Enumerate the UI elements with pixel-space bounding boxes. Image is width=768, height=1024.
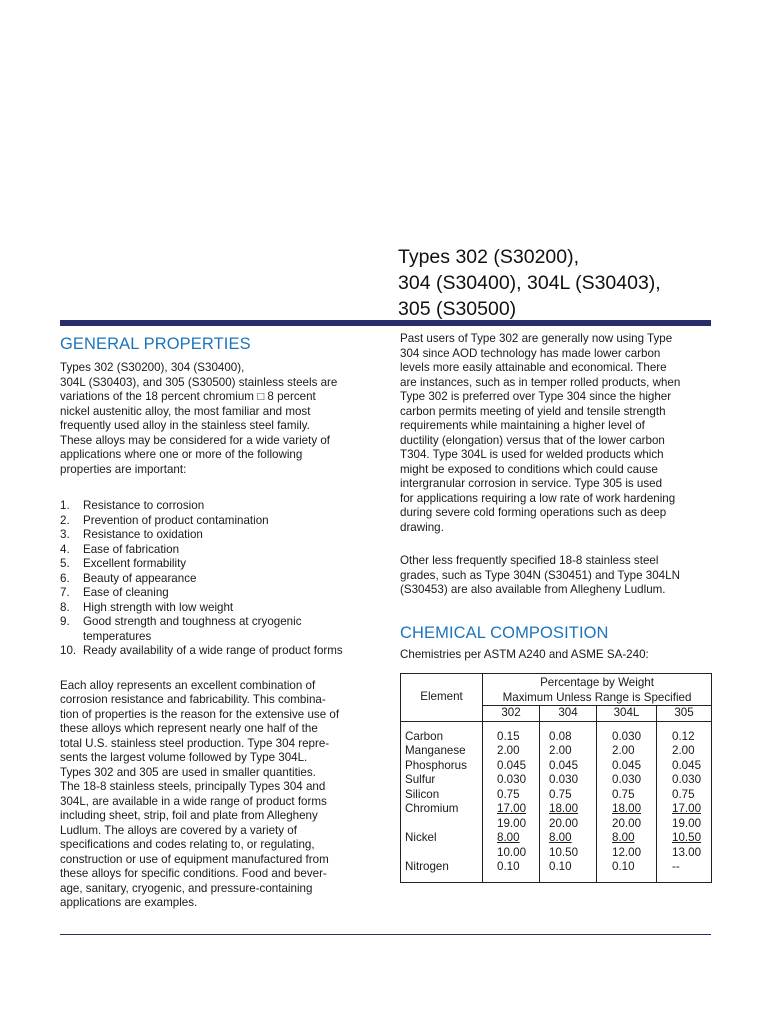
chemical-composition-heading: CHEMICAL COMPOSITION [400,623,609,642]
table-cell [657,846,712,861]
paragraph-line: Each alloy represents an excellent combination of [60,678,316,692]
table-cell [597,860,657,882]
paragraph-line: requirements while maintaining a higher level of [400,419,645,432]
table-row [401,759,712,774]
paragraph-line: intergranular corrosion in service. Type 305 is used [400,477,663,490]
list-item [60,514,372,529]
grade-header-302: 302 [483,706,540,722]
paragraph-line: 304L (S30403), and 305 (S30500) stainless steels are [60,375,338,389]
paragraph-line: applications where one or more of the following [60,448,303,461]
table-cell [483,831,540,846]
general-properties-heading: GENERAL PROPERTIES [60,335,251,353]
paragraph-line: sents the largest volume followed by Type 304L. [60,751,308,764]
table-cell [483,788,540,803]
table-cell [483,860,540,882]
table-value-cell: 0.030 [497,773,527,786]
paragraph-line: Other less frequently specified 18-8 stainless steel [400,554,659,567]
table-cell [657,730,712,745]
paragraph-line: variations of the 18 percent chromium □ 8 percent [60,390,316,403]
list-item-text: Resistance to oxidation [83,528,203,541]
paragraph-line: tion of properties is the reason for the extensive use of [60,707,340,721]
table-value-cell: 19.00 [672,816,702,830]
table-cell [540,817,597,832]
table-value-cell: 2.00 [549,744,572,757]
table-value-cell: 8.00 [612,831,635,844]
paragraph-line: age, sanitary, cryogenic, and pressure-containing [60,881,313,895]
table-value-cell: 17.00 [497,802,527,815]
element-column-header: Element [401,674,483,722]
table-cell [540,773,597,788]
table-value-cell: 0.045 [612,758,642,772]
list-item-number: 10. [60,644,77,657]
chemical-composition-table [400,673,712,883]
table-cell [540,860,597,882]
element-name-cell: Nitrogen [401,860,483,882]
table-cell [483,759,540,774]
table-value-cell: 8.00 [549,831,572,844]
paragraph-line: Ludlum. The alloys are covered by a variety of [60,823,297,837]
paragraph-line: nickel austenitic alloy, the most familiar and most [60,404,311,418]
paragraph-line: ductility (elongation) versus that of the lower carbon [400,433,665,447]
table-cell [483,744,540,759]
list-item-number: 1. [60,499,70,512]
element-name-cell: Carbon [401,730,483,745]
table-cell [597,846,657,861]
table-value-cell: 0.08 [549,729,572,743]
element-name-cell: Sulfur [401,773,483,788]
list-item-number: 3. [60,528,70,541]
paragraph-line: Past users of Type 302 are generally now using Type [400,332,673,345]
list-item [60,601,372,616]
paragraph-line: for applications requiring a low rate of work hardening [400,491,676,505]
table-cell [540,759,597,774]
table-value-cell: 19.00 [497,816,527,830]
paragraph-line: levels more easily attainable and economical. There [400,361,667,374]
element-name-cell [401,846,483,861]
table-cell [597,773,657,788]
table-cell [540,744,597,759]
other-grades-paragraph [400,554,712,598]
table-cell [483,730,540,745]
grade-header-304l: 304L [597,706,657,722]
paragraph-line: these alloys which represent nearly one half of the [60,722,318,735]
list-item-text: Ease of fabrication [83,542,180,556]
table-value-cell: 0.045 [549,758,579,772]
table-value-cell: 18.00 [549,802,579,815]
list-item-text: Resistance to corrosion [83,499,205,512]
list-item [60,615,372,644]
table-cell [597,730,657,745]
title-line-1: Types 302 (S30200), [398,246,580,268]
table-row [401,846,712,861]
table-value-cell: 0.030 [612,773,642,786]
table-row [401,802,712,817]
document-title [398,244,661,322]
table-cell [657,759,712,774]
table-cell [657,817,712,832]
paragraph-line: Types 302 and 305 are used in smaller quantities. [60,765,316,779]
paragraph-line: frequently used alloy in the stainless steel family. [60,419,310,432]
table-header-row [401,674,712,706]
percentage-header-line-2: Maximum Unless Range is Specified [502,690,692,704]
paragraph-line: T304. Type 304L is used for welded products which [400,448,664,461]
list-item-text: Good strength and toughness at cryogenic temperatures [83,615,302,643]
table-row [401,788,712,803]
paragraph-line: construction or use of equipment manufactured from [60,852,329,866]
table-value-cell: -- [672,860,680,873]
list-item [60,499,372,514]
table-value-cell: 0.15 [497,729,520,743]
table-cell [483,846,540,861]
table-value-cell: 0.75 [612,787,635,801]
table-cell [657,802,712,817]
table-value-cell: 0.030 [672,773,702,786]
table-value-cell: 0.10 [549,860,572,873]
paragraph-line: The 18-8 stainless steels, principally Types 304 and [60,780,326,793]
table-value-cell: 0.12 [672,729,695,743]
grade-header-304: 304 [540,706,597,722]
table-value-cell: 12.00 [612,845,642,859]
element-name-cell: Manganese [401,744,483,759]
table-cell [540,788,597,803]
title-line-3: 305 (S30500) [398,298,517,320]
table-cell [597,817,657,832]
element-name-cell: Nickel [401,831,483,846]
table-value-cell: 0.045 [497,758,527,772]
list-item-number: 5. [60,557,70,570]
list-item [60,586,372,601]
grade-header-305: 305 [657,706,712,722]
list-item [60,557,372,572]
table-value-cell: 0.030 [549,773,579,786]
paragraph-line: during severe cold forming operations such as deep [400,506,667,519]
list-item [60,543,372,558]
paragraph-line: properties are important: [60,462,187,476]
table-cell [597,759,657,774]
percentage-header-line-1: Percentage by Weight [540,676,654,689]
table-value-cell: 0.75 [497,787,520,801]
list-item-number: 8. [60,600,70,614]
list-item-number: 7. [60,586,70,599]
paragraph-line: These alloys may be considered for a wide variety of [60,433,331,447]
table-spacer-row [401,721,712,730]
table-value-cell: 2.00 [497,744,520,757]
list-item-text: Prevention of product contamination [83,513,269,527]
paragraph-line: grades, such as Type 304N (S30451) and Type 304LN [400,568,680,582]
table-cell [597,744,657,759]
alloy-overview-paragraph [60,679,372,911]
footer-divider [60,934,711,935]
table-cell [540,831,597,846]
paragraph-line: 304 since AOD technology has made lower carbon [400,346,661,360]
list-item [60,572,372,587]
left-column [60,334,372,911]
table-value-cell: 18.00 [612,802,642,815]
table-value-cell: 20.00 [549,816,579,830]
table-cell [657,860,712,882]
table-cell [657,773,712,788]
table-value-cell: 8.00 [497,831,520,844]
paragraph-line: drawing. [400,520,444,534]
list-item [60,528,372,543]
table-cell [540,802,597,817]
element-name-cell: Phosphorus [401,759,483,774]
paragraph-line: carbon permits meeting of yield and tensile strength [400,404,666,418]
list-item-number: 4. [60,542,70,556]
list-item-number: 2. [60,513,70,527]
table-cell [597,802,657,817]
paragraph-line: are instances, such as in temper rolled products, when [400,375,681,389]
table-value-cell: 0.75 [549,787,572,801]
element-name-cell: Chromium [401,802,483,817]
percentage-group-header [483,674,712,706]
table-value-cell: 2.00 [672,744,695,757]
list-item-text: Ready availability of a wide range of product forms [83,644,343,657]
paragraph-line: 304L, are available in a wide range of product forms [60,794,327,808]
list-item-text: High strength with low weight [83,600,234,614]
table-cell [540,730,597,745]
properties-list [60,499,372,659]
table-row [401,744,712,759]
title-line-2: 304 (S30400), 304L (S30403), [398,272,661,294]
table-cell [657,788,712,803]
table-value-cell: 13.00 [672,845,702,859]
chemistry-standard-note: Chemistries per ASTM A240 and ASME SA-240: [400,647,649,661]
table-row [401,817,712,832]
table-value-cell: 10.50 [549,845,579,859]
paragraph-line: corrosion resistance and fabricability. This combina- [60,693,326,706]
paragraph-line: total U.S. stainless steel production. Type 304 repre- [60,736,330,750]
paragraph-line: applications are examples. [60,896,198,909]
paragraph-line: (S30453) are also available from Allegheny Ludlum. [400,583,666,596]
table-cell [657,831,712,846]
table-value-cell: 0.10 [497,860,520,873]
table-cell [483,802,540,817]
right-column [400,332,712,662]
table-value-cell: 0.045 [672,758,702,772]
paragraph-line: specifications and codes relating to, or regulating, [60,838,315,851]
element-name-cell [401,817,483,832]
table-value-cell: 10.50 [672,831,702,844]
paragraph-line: including sheet, strip, foil and plate from Allegheny [60,809,318,822]
table-row [401,831,712,846]
table-cell [540,846,597,861]
table-cell [657,744,712,759]
table-cell [483,773,540,788]
list-item-number: 6. [60,571,70,585]
paragraph-line: might be exposed to conditions which could cause [400,462,658,476]
list-item-number: 9. [60,615,70,628]
table-cell [597,831,657,846]
table-value-cell: 20.00 [612,816,642,830]
list-item [60,644,372,659]
table-value-cell: 17.00 [672,802,702,815]
paragraph-line: these alloys for specific conditions. Food and bever- [60,867,327,880]
element-name-cell: Silicon [401,788,483,803]
table-cell [483,817,540,832]
paragraph-line: Types 302 (S30200), 304 (S30400), [60,361,245,374]
table-value-cell: 0.030 [612,729,642,743]
header-divider [60,320,711,326]
type-302-usage-paragraph [400,332,712,535]
list-item-text: Ease of cleaning [83,586,169,599]
table-value-cell: 0.10 [612,860,635,873]
general-intro-paragraph [60,361,372,477]
table-value-cell: 10.00 [497,845,527,859]
table-row [401,730,712,745]
list-item-text: Beauty of appearance [83,571,197,585]
list-item-text: Excellent formability [83,557,187,570]
table-value-cell: 0.75 [672,787,695,801]
table-cell [597,788,657,803]
table-row [401,773,712,788]
paragraph-line: Type 302 is preferred over Type 304 since the higher [400,390,672,403]
table-row [401,860,712,882]
table-value-cell: 2.00 [612,744,635,757]
